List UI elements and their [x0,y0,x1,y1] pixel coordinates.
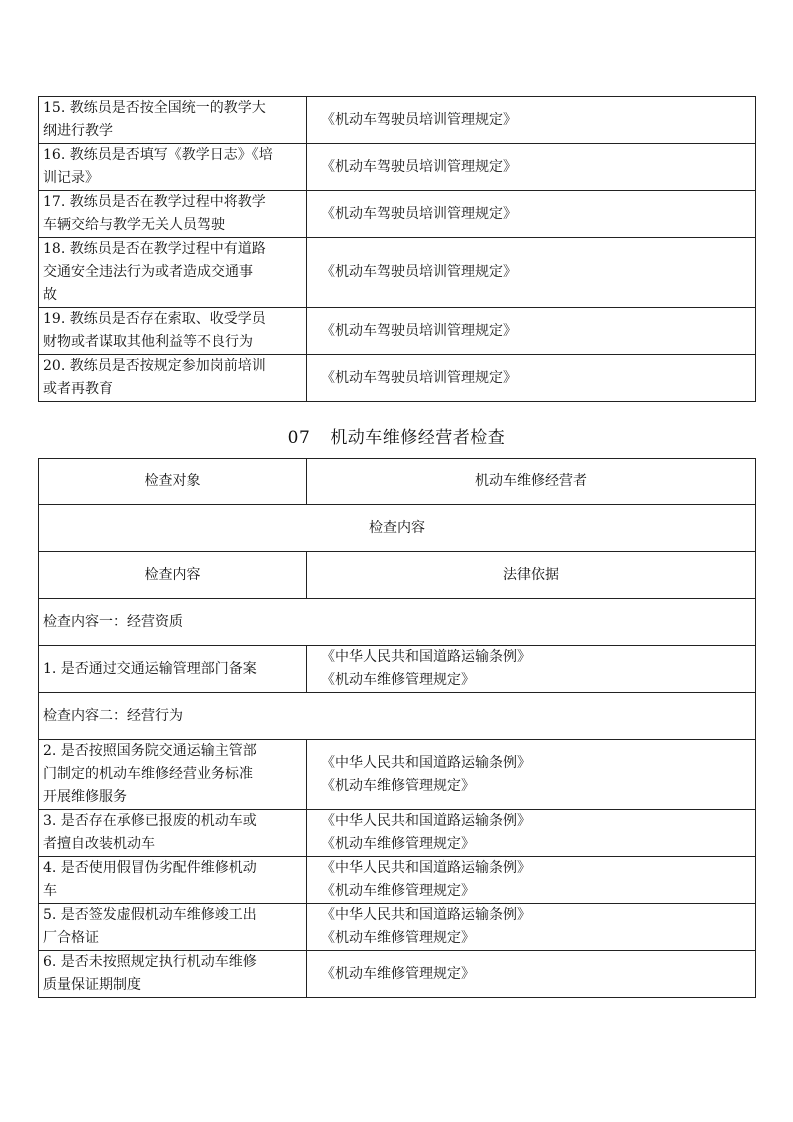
table-row [39,355,756,402]
law-line: 《机动车维修管理规定》 [321,930,475,946]
check-item-cell [39,646,307,693]
check-item-cell [39,308,307,355]
check-item-line: 交通安全违法行为或者造成交通事 [43,264,253,280]
table-row [39,144,756,191]
check-item-cell [39,238,307,308]
check-item-line: 或者再教育 [43,381,113,397]
check-item-line: 车 [43,883,57,899]
check-item-line: 15. 教练员是否按全国统一的教学大 [43,100,266,116]
check-item-cell [39,144,307,191]
check-item-line: 质量保证期制度 [43,977,141,993]
check-item-line: 2. 是否按照国务院交通运输主管部 [43,743,257,759]
law-basis-cell [307,646,756,693]
check-item-line: 故 [43,287,57,303]
table-row [39,505,756,552]
check-item-line: 17. 教练员是否在教学过程中将教学 [43,194,266,210]
check-item-cell [39,191,307,238]
law-basis-cell: 《机动车驾驶员培训管理规定》 [307,97,756,144]
law-basis-cell: 《机动车驾驶员培训管理规定》 [307,238,756,308]
law-basis-cell: 《机动车驾驶员培训管理规定》 [307,308,756,355]
section-number: 07 [287,428,311,448]
table-row [39,693,756,740]
repair-operator-check-table [38,458,756,998]
law-line: 《机动车维修管理规定》 [321,672,475,688]
check-item-line: 门制定的机动车维修经营业务标准 [43,766,253,782]
check-item-cell [39,857,307,904]
table-row [39,552,756,599]
law-line: 《中华人民共和国道路运输条例》 [321,860,531,876]
check-item-line: 厂合格证 [43,930,99,946]
table-row [39,740,756,810]
section-title [0,423,793,448]
law-line: 《机动车维修管理规定》 [321,836,475,852]
law-basis-cell [307,951,756,998]
table-row [39,810,756,857]
check-content-heading: 检查内容 [39,505,756,552]
check-item-cell [39,97,307,144]
check-item-line: 3. 是否存在承修已报废的机动车或 [43,813,257,829]
check-item-line: 1. 是否通过交通运输管理部门备案 [43,660,257,677]
law-line: 《中华人民共和国道路运输条例》 [321,754,531,771]
law-line: 《机动车维修管理规定》 [321,777,475,794]
check-item-line: 者擅自改装机动车 [43,836,155,852]
law-basis-cell [307,904,756,951]
check-object-label: 检查对象 [39,459,307,505]
check-item-cell [39,740,307,810]
law-basis-cell: 《机动车驾驶员培训管理规定》 [307,355,756,402]
table-row [39,951,756,998]
law-basis-cell [307,810,756,857]
table-row [39,904,756,951]
check-item-cell [39,810,307,857]
check-item-line: 5. 是否签发虚假机动车维修竣工出 [43,907,257,923]
table-row [39,599,756,646]
table-row [39,97,756,144]
law-line: 《机动车维修管理规定》 [321,883,475,899]
table-row [39,308,756,355]
group-heading: 检查内容一：经营资质 [39,599,756,646]
check-item-line: 4. 是否使用假冒伪劣配件维修机动 [43,860,257,876]
law-basis-cell: 《机动车驾驶员培训管理规定》 [307,191,756,238]
group-heading: 检查内容二：经营行为 [39,693,756,740]
law-basis-cell: 《机动车驾驶员培训管理规定》 [307,144,756,191]
table-row [39,857,756,904]
check-item-line: 19. 教练员是否存在索取、收受学员 [43,311,266,327]
check-item-line: 16. 教练员是否填写《教学日志》《培 [43,147,273,163]
check-item-cell [39,951,307,998]
law-line: 《中华人民共和国道路运输条例》 [321,907,531,923]
trainer-check-table [38,96,756,402]
check-item-line: 财物或者谋取其他利益等不良行为 [43,334,253,350]
check-item-line: 训记录》 [43,170,99,186]
check-item-line: 纲进行教学 [43,123,113,139]
law-line: 《中华人民共和国道路运输条例》 [321,649,531,665]
check-item-line: 车辆交给与教学无关人员驾驶 [43,217,225,233]
section-title-text: 机动车维修经营者检查 [330,428,506,448]
check-item-line: 开展维修服务 [43,789,127,805]
check-item-cell [39,355,307,402]
table-row [39,646,756,693]
table-row [39,459,756,505]
check-item-cell [39,904,307,951]
law-basis-cell [307,857,756,904]
check-item-line: 18. 教练员是否在教学过程中有道路 [43,241,266,257]
column-header-content: 检查内容 [39,552,307,599]
column-header-law: 法律依据 [307,552,756,599]
table-row [39,238,756,308]
law-basis-cell [307,740,756,810]
check-object-value: 机动车维修经营者 [307,459,756,505]
law-line: 《中华人民共和国道路运输条例》 [321,813,531,829]
check-item-line: 6. 是否未按照规定执行机动车维修 [43,954,257,970]
law-line: 《机动车维修管理规定》 [321,965,475,982]
table-row [39,191,756,238]
check-item-line: 20. 教练员是否按规定参加岗前培训 [43,358,266,374]
